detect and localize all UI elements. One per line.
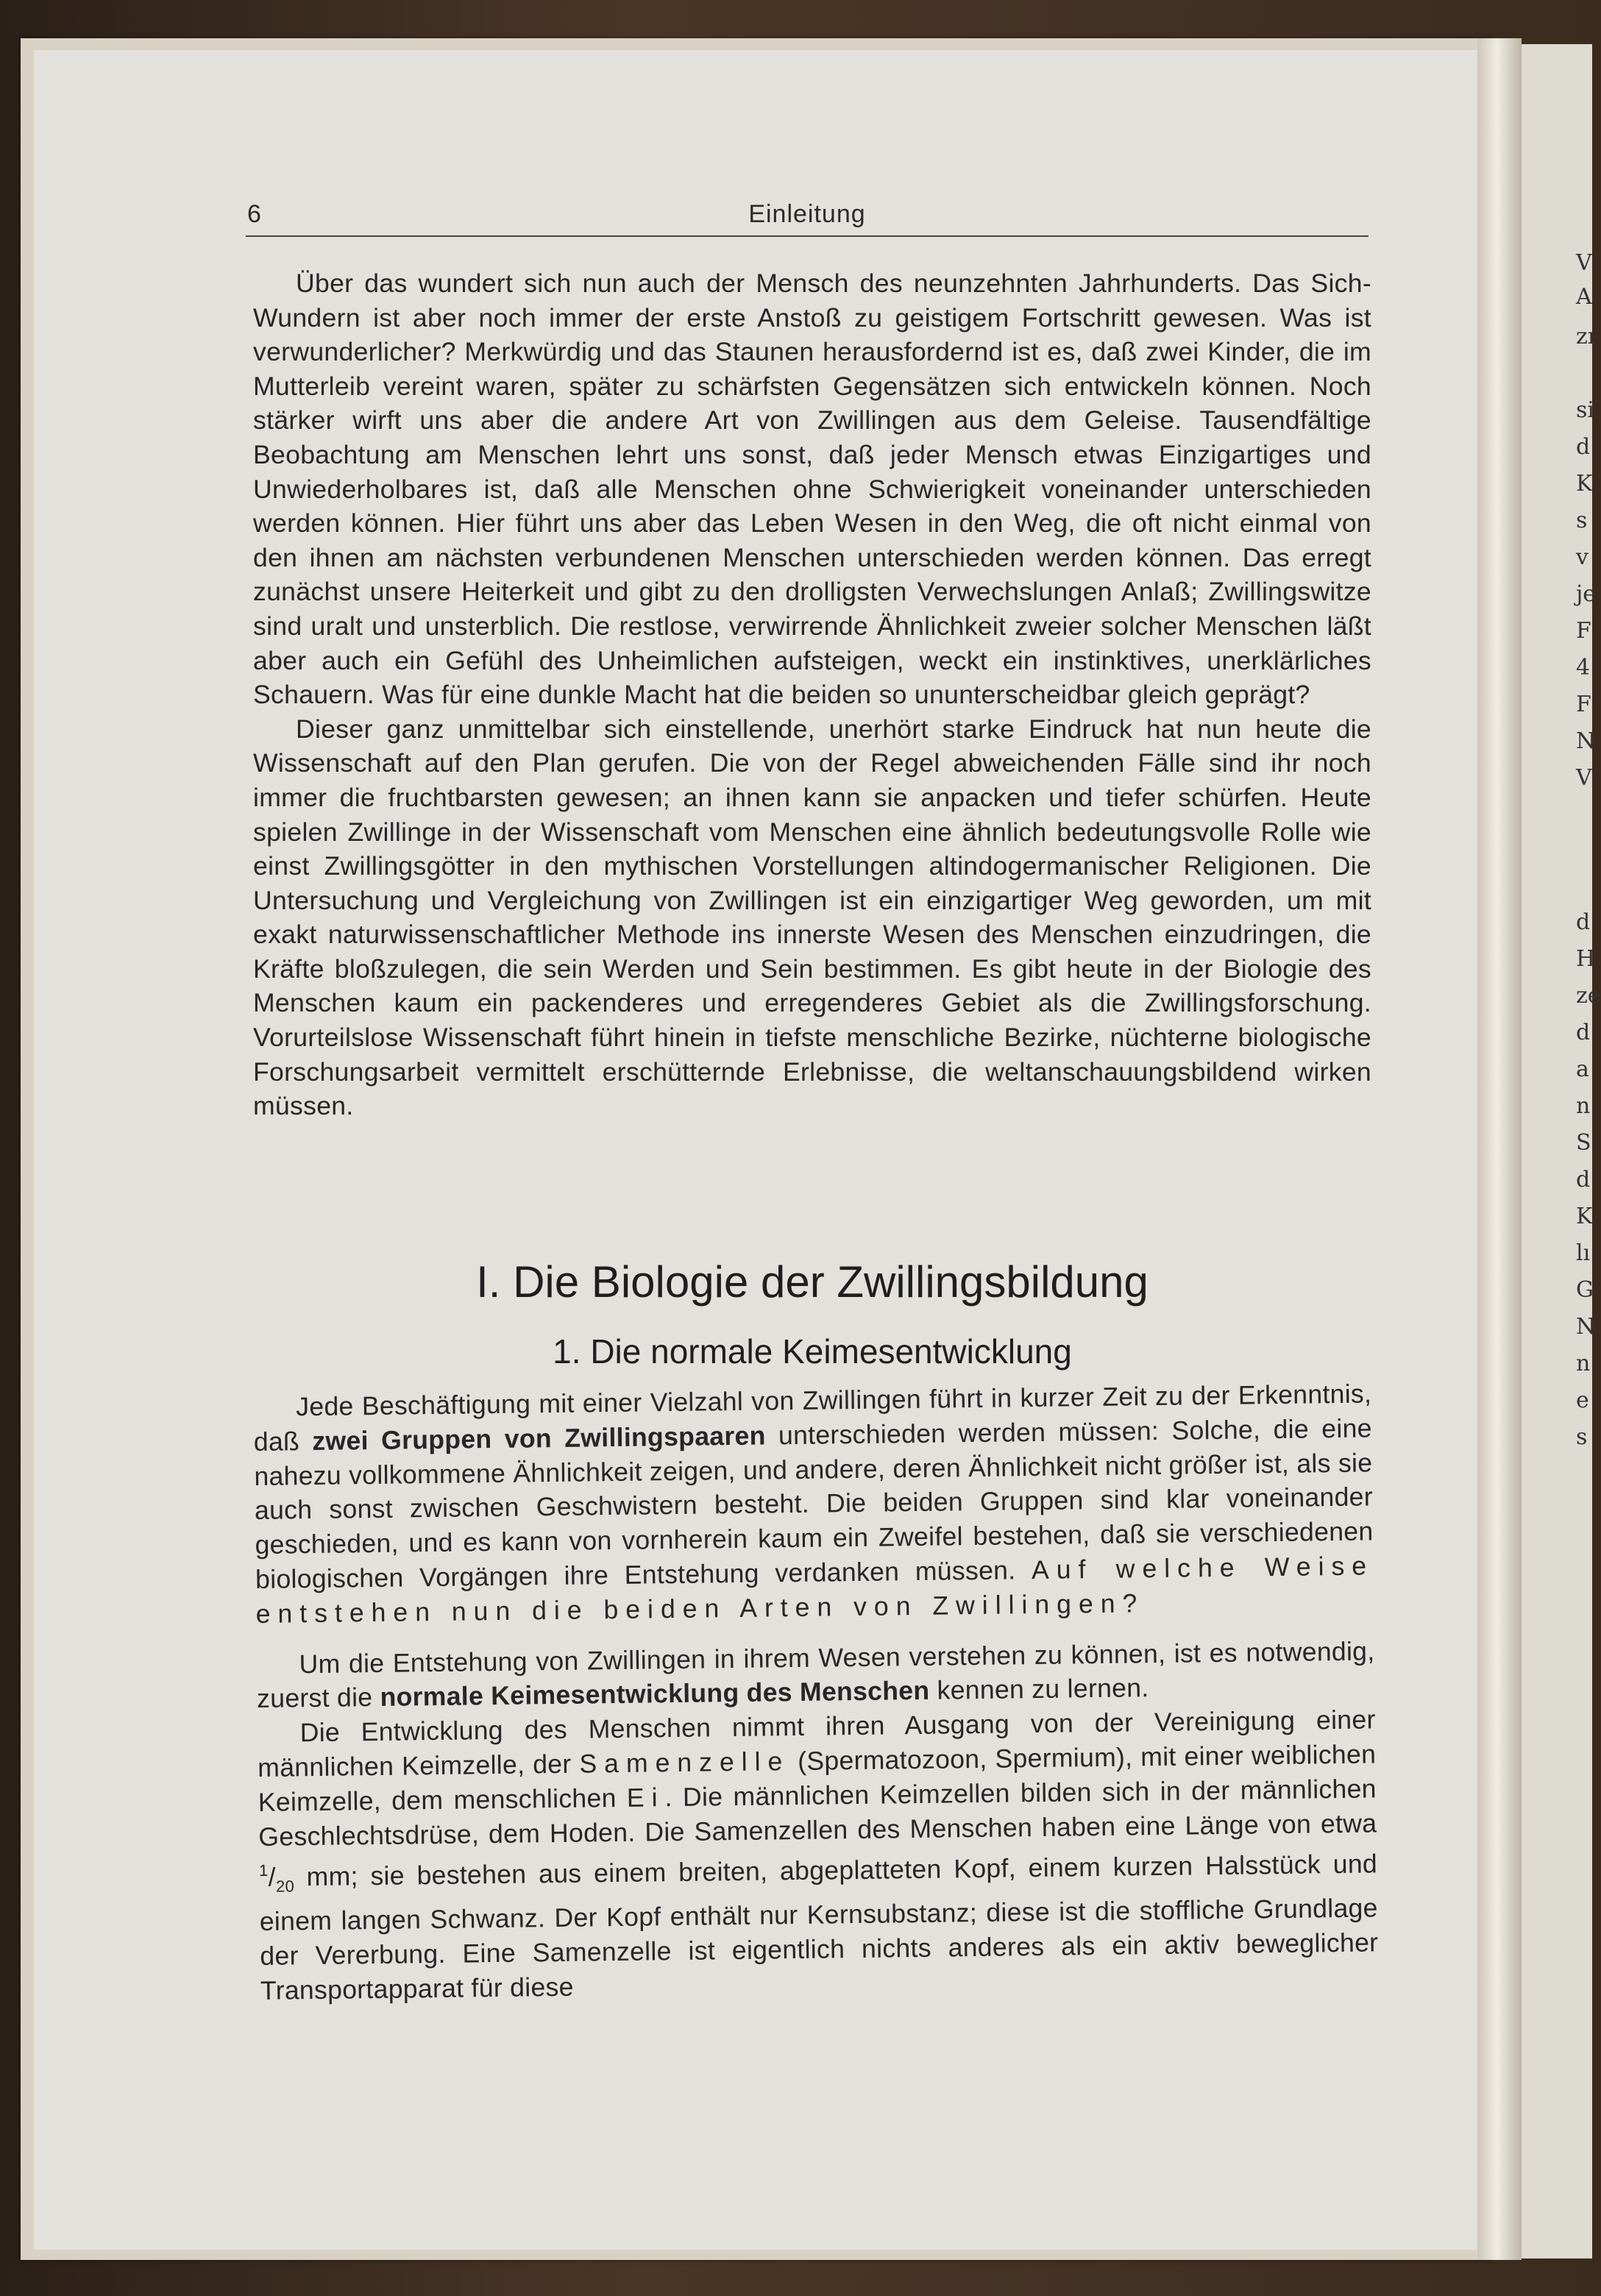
facing-page-fragment: G [1576,1277,1594,1303]
facing-page-fragment: N [1576,1314,1596,1340]
section-title: 1. Die normale Keimesentwicklung [553,1332,1072,1371]
facing-page-edge [1522,44,1601,2258]
paragraph: Dieser ganz unmittelbar sich einstellende, unerhört starke Eindruck hat nun heute die Wissenschaft auf den Plan gerufen. Die von der Regel abweichenden Fälle sind ihr noch immer die fruchtbarsten gewesen; an ihnen kann sie anpacken und tiefer schürfen. Heute spielen Zwillinge in der Wissenschaft vom Menschen eine ähnlich bedeutungsvolle Rolle wie einst Zwillingsgötter in den mythischen Vorstellungen altindogermanischer Religionen. Die Untersuchung und Vergleichung von Zwillingen ist ein einzigartiger Weg geworden, um mit exakt naturwissenschaftlicher Methode ins innerste Wesen des Menschen einzudringen, die Kräfte bloßzulegen, die sein Werden und Sein bestimmen. Es gibt heute in der Biologie des Menschen kaum ein packenderes und erregenderes Gebiet als die Zwillingsforschung. Vorurteilslose Wissenschaft führt hinein in tiefste menschliche Bezirke, nüchterne biologische Forschungsarbeit vermittelt erschütternde Erlebnisse, die weltanschauungsbildend wirken müssen. [253,714,1371,1121]
facing-page-fragment: a [1576,1056,1589,1082]
facing-page-fragment: s [1576,1424,1588,1450]
introduction-text [253,266,1371,1123]
facing-page-fragment: K [1576,471,1593,497]
bold-term: zwei Gruppen von Zwillingspaaren [312,1421,766,1456]
facing-page-fragment: K [1576,1204,1593,1229]
facing-page-fragment: ze [1576,983,1601,1009]
facing-page-fragment: s [1576,508,1588,533]
facing-page-fragment: n [1576,1093,1591,1119]
chapter-title: I. Die Biologie der Zwillingsbildung [476,1257,1149,1307]
paragraph: Über das wundert sich nun auch der Mensch des neunzehnten Jahrhunderts. Das Sich-Wundern ist aber noch immer der erste Anstoß zu geistigem Fortschritt gewesen. Was ist verwunderlicher? Merkwürdig und das Staunen herausfordernd ist es, daß zwei Kinder, die im Mutterleib vereint waren, später zu schärfsten Gegensätzen sich entwickeln können. Noch stärker wirft uns aber die andere Art von Zwillingen aus dem Geleise. Tausendfältige Beobachtung am Menschen lehrt uns sonst, daß jeder Mensch etwas Einzigartiges und Unwiederholbares ist, daß alle Menschen ohne Schwierigkeit voneinander unterschieden werden können. Hier führt uns aber das Leben Wesen in den Weg, die oft nicht einmal von den ihnen am nächsten verbundenen Menschen unterschieden werden können. Das erregt zunächst unsere Heiterkeit und gibt zu den drolligsten Verwechslungen Anlaß; Zwillingswitze sind uralt und unsterblich. Die restlose, verwirrende Ähnlichkeit zweier solcher Menschen läßt aber auch ein Gefühl des Unheimlichen aufsteigen, weckt ein instinktives, unerklärliches Schauern. Was für eine dunkle Macht hat die beiden so ununterscheidbar gleich geprägt? [253,269,1371,710]
facing-page-fragment: V [1576,250,1592,276]
fraction-denominator: 20 [275,1877,295,1897]
facing-page-fragment: d [1576,909,1591,935]
book-gutter [1477,38,1522,2260]
facing-page-fragment: H [1576,946,1596,972]
facing-page-fragment: d [1576,1020,1591,1045]
facing-page-fragment: lı [1576,1240,1591,1266]
facing-page-fragment: A [1576,284,1592,310]
running-title: Einleitung [748,200,866,228]
facing-page-fragment: N [1576,728,1596,754]
facing-page-fragment: je [1576,581,1597,607]
facing-page-fragment: d [1576,1167,1591,1193]
spaced-emphasis: Auf welche Weise entstehen nun die beiden Arten von Zwillingen? [255,1551,1374,1629]
facing-page-fragment: zı [1576,324,1595,349]
facing-page-fragment: e [1576,1387,1589,1413]
facing-page-fragment: F [1576,618,1591,644]
facing-page-fragment: 4 [1576,655,1591,680]
facing-page-fragment: S [1576,1130,1591,1156]
section-text [253,1376,1379,2008]
facing-page-fragment: n [1576,1351,1591,1376]
paragraph: Die Entwicklung des Menschen nimmt ihren Ausgang von der Vereinigung einer männlichen Keimzelle, der Samenzelle (Spermatozoon, Spermium), mit einer weiblichen Keimzelle, dem menschlichen Ei. Die männlichen Keimzellen bilden sich in der männlichen Geschlechtsdrüse, dem Hoden. Die Samenzellen des Menschen haben eine Länge von etwa $^1/_{20}$ mm; sie bestehen aus einem breiten, abgeplatteten Kopf, einem kurzen Halsstück und einem langen Schwanz. Der Kopf enthält nur Kernsubstanz; diese ist die stoffliche Grundlage der Vererbung. Eine Samenzelle ist eigentlich nichts anderes als ein aktiv beweglicher Transportapparat für diese [258,1705,1379,2005]
spaced-emphasis: Samenzelle [579,1746,790,1779]
facing-page-fragment: v [1576,544,1588,570]
facing-page-fragment: V [1576,765,1592,791]
spaced-emphasis: Ei [626,1782,665,1813]
fraction-numerator: 1 [258,1861,269,1880]
facing-page-fragment: F [1576,692,1591,717]
facing-page-fragment: si [1576,397,1594,423]
running-header [246,197,1369,237]
bold-term: normale Keimesentwicklung des Menschen [380,1676,930,1713]
facing-page-fragment: d [1576,434,1591,460]
paragraph: Um die Entstehung von Zwillingen in ihrem Wesen verstehen zu können, ist es notwendig, zuerst die normale Keimesentwicklung des Menschen kennen zu lernen. [256,1635,1375,1714]
page-number: 6 [247,200,261,228]
paragraph: Jede Beschäftigung mit einer Vielzahl von Zwillingen führt in kurzer Zeit zu der Erkenntnis, daß zwei Gruppen von Zwillingspaaren unterschieden werden müssen: Solche, die eine nahezu vollkommene Ähnlichkeit zeigen, und andere, deren Ähnlichkeit nicht größer ist, als sie auch sonst zwischen Geschwistern besteht. Die beiden Gruppen sind klar voneinander geschieden, und es kann von vornherein kaum ein Zweifel bestehen, daß sie verschiedenen biologischen Vorgängen ihre Entstehung verdanken müssen. Auf welche Weise entstehen nun die beiden Arten von Zwillingen? [253,1379,1374,1629]
